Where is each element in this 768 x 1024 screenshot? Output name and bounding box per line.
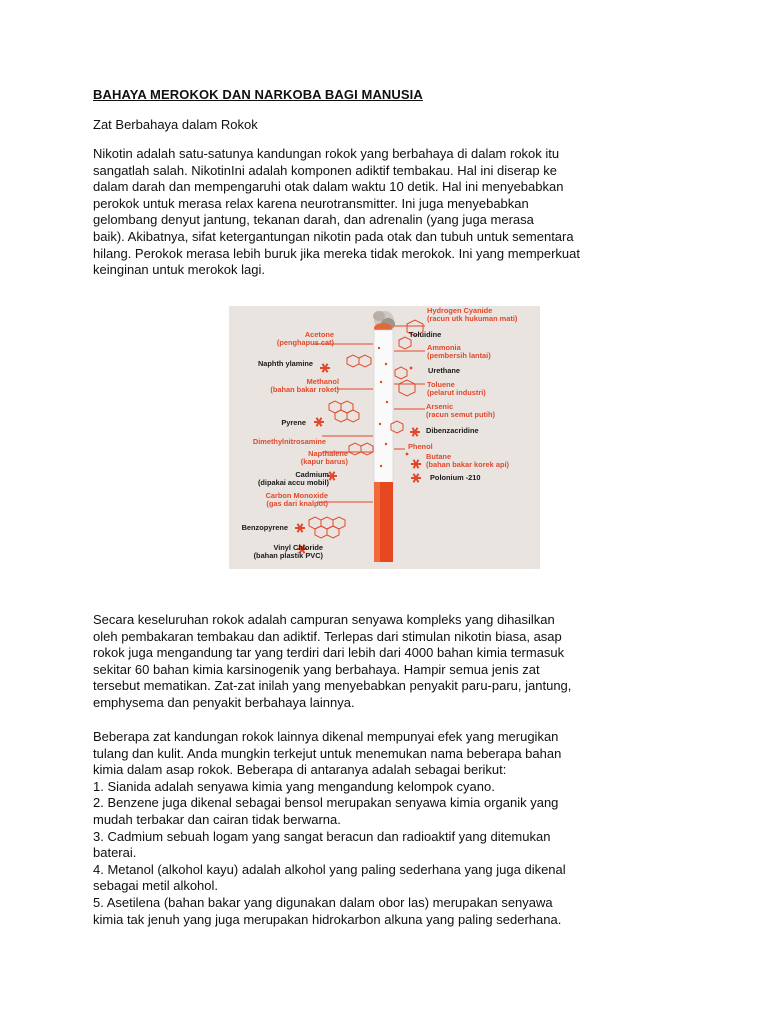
list-item: 4. Metanol (alkohol kayu) adalah alkohol yang paling sederhana yang juga dikenal <box>93 861 566 877</box>
label-methanol: Methanol (bahan bakar roket) <box>270 377 339 395</box>
label-pyrene: Pyrene <box>281 418 306 427</box>
paragraph-composition <box>93 612 571 712</box>
text-line: perokok untuk merasa relax karena neurotransmitter. Ini juga menyebabkan <box>93 195 529 211</box>
text-line: sekitar 60 bahan kimia karsinogenik yang berbahaya. Hampir semua jenis zat <box>93 661 540 677</box>
list-item: 5. Asetilena (bahan bakar yang digunakan dalam obor las) merupakan senyawa <box>93 894 553 910</box>
label-carbon-monoxide: Carbon Monoxide (gas dari knalpot) <box>265 491 328 509</box>
text-line: emphysema dan penyakit berbahaya lainnya. <box>93 694 355 710</box>
text-line: Beberapa zat kandungan rokok lainnya dikenal mempunyai efek yang merugikan <box>93 729 559 744</box>
paragraph-nicotine <box>93 146 580 279</box>
list-item-continued: baterai. <box>93 845 137 861</box>
list-item-continued: mudah terbakar dan cairan tidak berwarna. <box>93 811 341 827</box>
text-line: baik). Akibatnya, sifat ketergantungan nikotin pada otak dan tubuh untuk sementara <box>93 228 574 244</box>
cigarette-paper <box>374 330 393 490</box>
text-line: oleh pembakaran tembakau dan adiktif. Terlepas dari stimulan nikotin biasa, asap <box>93 628 562 644</box>
document-title: BAHAYA MEROKOK DAN NARKOBA BAGI MANUSIA <box>93 87 423 102</box>
list-item-continued: sebagai metil alkohol. <box>93 878 219 894</box>
cigarette-chemicals-figure <box>229 306 540 569</box>
label-napthalene: Napthalene (kapur barus) <box>300 449 348 467</box>
text-line: rokok juga mengandung tar yang terdiri dari lebih dari 4000 bahan kimia termasuk <box>93 645 565 661</box>
label-ammonia: Ammonia (pembersih lantai) <box>427 343 491 361</box>
text-line: Nikotin adalah satu-satunya kandungan rokok yang berbahaya di dalam rokok itu <box>93 146 560 161</box>
text-line: keinginan untuk merokok lagi. <box>93 262 265 278</box>
label-naphthylamine: Naphth ylamine <box>257 359 313 368</box>
paragraph-chemical-list <box>93 729 566 928</box>
list-item: 2. Benzene juga dikenal sebagai bensol merupakan senyawa kimia organik yang <box>93 795 559 811</box>
label-polonium: Polonium -210 <box>430 473 481 482</box>
text-line: tulang dan kulit. Anda mungkin terkejut untuk menemukan nama beberapa bahan <box>93 745 562 761</box>
label-dimethylnitrosamine: Dimethylnitrosamine <box>252 437 326 446</box>
text-line: tersebut mematikan. Zat-zat inilah yang menyebabkan penyakit paru-paru, jantung, <box>93 678 572 694</box>
label-butane: Butane (bahan bakar korek api) <box>426 452 509 470</box>
document-subtitle: Zat Berbahaya dalam Rokok <box>93 117 258 132</box>
label-urethane: Urethane <box>428 366 461 375</box>
label-toluidine: Toluidine <box>409 330 442 339</box>
label-cadmium: Cadmium (dipakai accu mobil) <box>257 470 329 488</box>
label-acetone: Acetone (penghapus cat) <box>276 330 334 348</box>
list-item: 3. Cadmium sebuah logam yang sangat beracun dan radioaktif yang ditemukan <box>93 828 551 844</box>
label-dibenzacridine: Dibenzacridine <box>426 426 479 435</box>
label-vinyl-chloride: Vinyl Chloride (bahan plastik PVC) <box>253 543 323 561</box>
list-item-continued: kimia tak jenuh yang juga merupakan hidrokarbon alkuna yang paling sederhana. <box>93 911 562 927</box>
text-line: sangatlah salah. NikotinIni adalah komponen adiktif tembakau. Hal ini diserap ke <box>93 162 557 178</box>
text-line: Secara keseluruhan rokok adalah campuran senyawa kompleks yang dihasilkan <box>93 612 555 627</box>
label-hydrogen-cyanide: Hydrogen Cyanide (racun utk hukuman mati) <box>427 306 518 324</box>
text-line: gelombang denyut jantung, tekanan darah, dan adrenalin (yang juga merasa <box>93 212 534 228</box>
label-toluene: Toluene (pelarut industri) <box>427 380 486 398</box>
list-item: 1. Sianida adalah senyawa kimia yang mengandung kelompok cyano. <box>93 778 495 794</box>
text-line: dalam darah dan mempengaruhi otak dalam waktu 10 detik. Hal ini menyebabkan <box>93 179 564 195</box>
text-line: kimia dalam asap rokok. Beberapa di antaranya adalah sebagai berikut: <box>93 762 507 778</box>
label-benzopyrene: Benzopyrene <box>241 523 288 532</box>
label-arsenic: Arsenic (racun semut putih) <box>426 402 495 420</box>
label-phenol: Phenol <box>408 442 433 451</box>
text-line: hilang. Perokok merasa lebih buruk jika mereka tidak merokok. Ini yang memperkuat <box>93 245 581 261</box>
